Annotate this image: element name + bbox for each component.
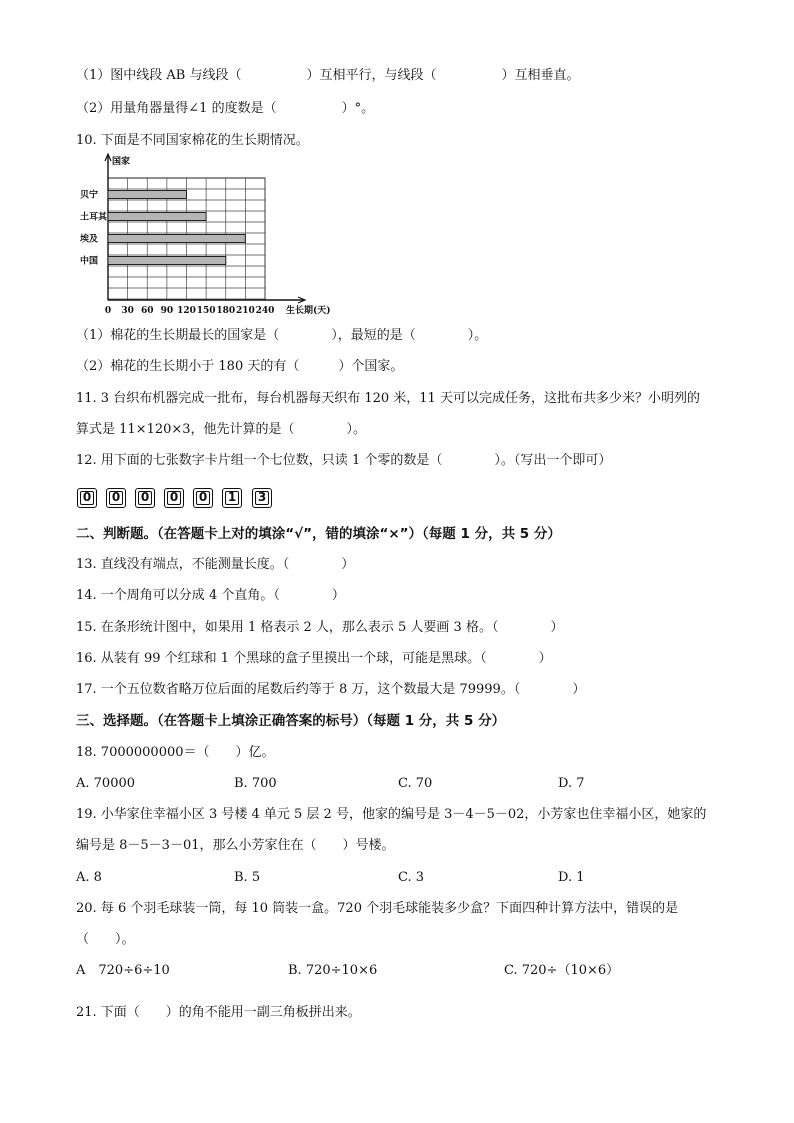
- x-tick-label: 90: [160, 306, 174, 316]
- bar-3: [108, 257, 226, 265]
- q19-option-a: A. 8: [76, 870, 102, 885]
- q18-option-a: A. 70000: [76, 776, 136, 791]
- x-axis-label: 生长期(天): [286, 306, 331, 316]
- bar-0: [108, 191, 187, 199]
- digit-card: 0: [193, 488, 213, 508]
- q10-part1: （1）棉花的生长期最长的国家是（ ），最短的是（ ）。: [76, 328, 488, 343]
- q20-line2: （ ）。: [76, 932, 135, 947]
- q13: 13. 直线没有端点，不能测量长度。（ ）: [76, 557, 355, 572]
- category-label: 贝宁: [80, 190, 99, 201]
- digit-card: 0: [106, 488, 126, 508]
- digit-card: 0: [77, 488, 97, 508]
- x-tick-label: 0: [104, 306, 112, 316]
- q18-option-d: D. 7: [558, 776, 585, 791]
- q19-line1: 19. 小华家住幸福小区 3 号楼 4 单元 5 层 2 号，他家的编号是 3－4－5－02，小芳家也住幸福小区，她家的: [76, 807, 707, 822]
- section2-title: 二、判断题。（在答题卡上对的填涂“√”，错的填涂“×”）（每题 1 分，共 5 分）: [76, 526, 561, 542]
- section3-title: 三、选择题。（在答题卡上填涂正确答案的标号）（每题 1 分，共 5 分）: [76, 713, 506, 729]
- q20-option-a: A 720÷6÷10: [76, 963, 170, 978]
- q11-line1: 11. 3 台织布机器完成一批布，每台机器每天织布 120 米，11 天可以完成任务，这批布共多少米？小明列的: [76, 391, 700, 406]
- y-axis-label: 国家: [112, 157, 131, 167]
- q18-option-c: C. 70: [398, 776, 433, 791]
- q19-option-b: B. 5: [234, 870, 261, 885]
- bar-1: [108, 213, 206, 221]
- q18-stem: 18. 7000000000＝（ ）亿。: [76, 745, 275, 760]
- bar-2: [108, 235, 245, 243]
- digit-card: 0: [164, 488, 184, 508]
- q9-part1: （1）图中线段 AB 与线段（ ）互相平行，与线段（ ）互相垂直。: [76, 68, 580, 83]
- x-tick-label: 210: [235, 306, 255, 316]
- chart-grid: [105, 154, 305, 303]
- category-label: 埃及: [80, 234, 99, 245]
- q20-line1: 20. 每 6 个羽毛球装一筒，每 10 筒装一盒。720 个羽毛球能装多少盒？下面四种计算方法中，错误的是: [76, 901, 679, 916]
- q11-line2: 算式是 11×120×3，他先计算的是（ ）。: [76, 422, 367, 437]
- bar-chart: [78, 152, 348, 322]
- q12-stem: 12. 用下面的七张数字卡片组一个七位数，只读 1 个零的数是（ ）。（写出一个即可）: [76, 453, 612, 468]
- x-tick-label: 120: [177, 306, 196, 316]
- q10-stem: 10. 下面是不同国家棉花的生长期情况。: [76, 133, 309, 148]
- q19-option-c: C. 3: [398, 870, 425, 885]
- q20-option-b: B. 720÷10×6: [288, 963, 378, 978]
- q19-option-d: D. 1: [558, 870, 585, 885]
- x-tick-label: 240: [255, 306, 275, 316]
- q16: 16. 从装有 99 个红球和 1 个黑球的盒子里摸出一个球，可能是黑球。（ ）: [76, 651, 552, 666]
- q10-part2: （2）棉花的生长期小于 180 天的有（ ）个国家。: [76, 359, 404, 374]
- x-tick-label: 180: [216, 306, 236, 316]
- x-tick-label: 30: [121, 306, 134, 316]
- q9-part2: （2）用量角器量得∠1 的度数是（ ）°。: [76, 101, 375, 116]
- q17: 17. 一个五位数省略万位后面的尾数后约等于 8 万，这个数最大是 79999。（ ）: [76, 682, 586, 697]
- x-tick-label: 150: [196, 306, 216, 316]
- q21: 21. 下面（ ）的角不能用一副三角板拼出来。: [76, 1005, 361, 1020]
- digit-card: 3: [252, 488, 272, 508]
- q20-option-c: C. 720÷（10×6）: [504, 963, 620, 978]
- q15: 15. 在条形统计图中，如果用 1 格表示 2 人，那么表示 5 人要画 3 格。（ ）: [76, 620, 564, 635]
- category-label: 中国: [80, 256, 99, 267]
- q19-line2: 编号是 8－5－3－01，那么小芳家住在（ ）号楼。: [76, 838, 395, 853]
- category-label: 土耳其: [80, 212, 108, 223]
- q18-option-b: B. 700: [234, 776, 277, 791]
- x-tick-label: 60: [140, 306, 154, 316]
- digit-card: 1: [222, 488, 242, 508]
- digit-card: 0: [135, 488, 155, 508]
- q14: 14. 一个周角可以分成 4 个直角。（ ）: [76, 588, 345, 603]
